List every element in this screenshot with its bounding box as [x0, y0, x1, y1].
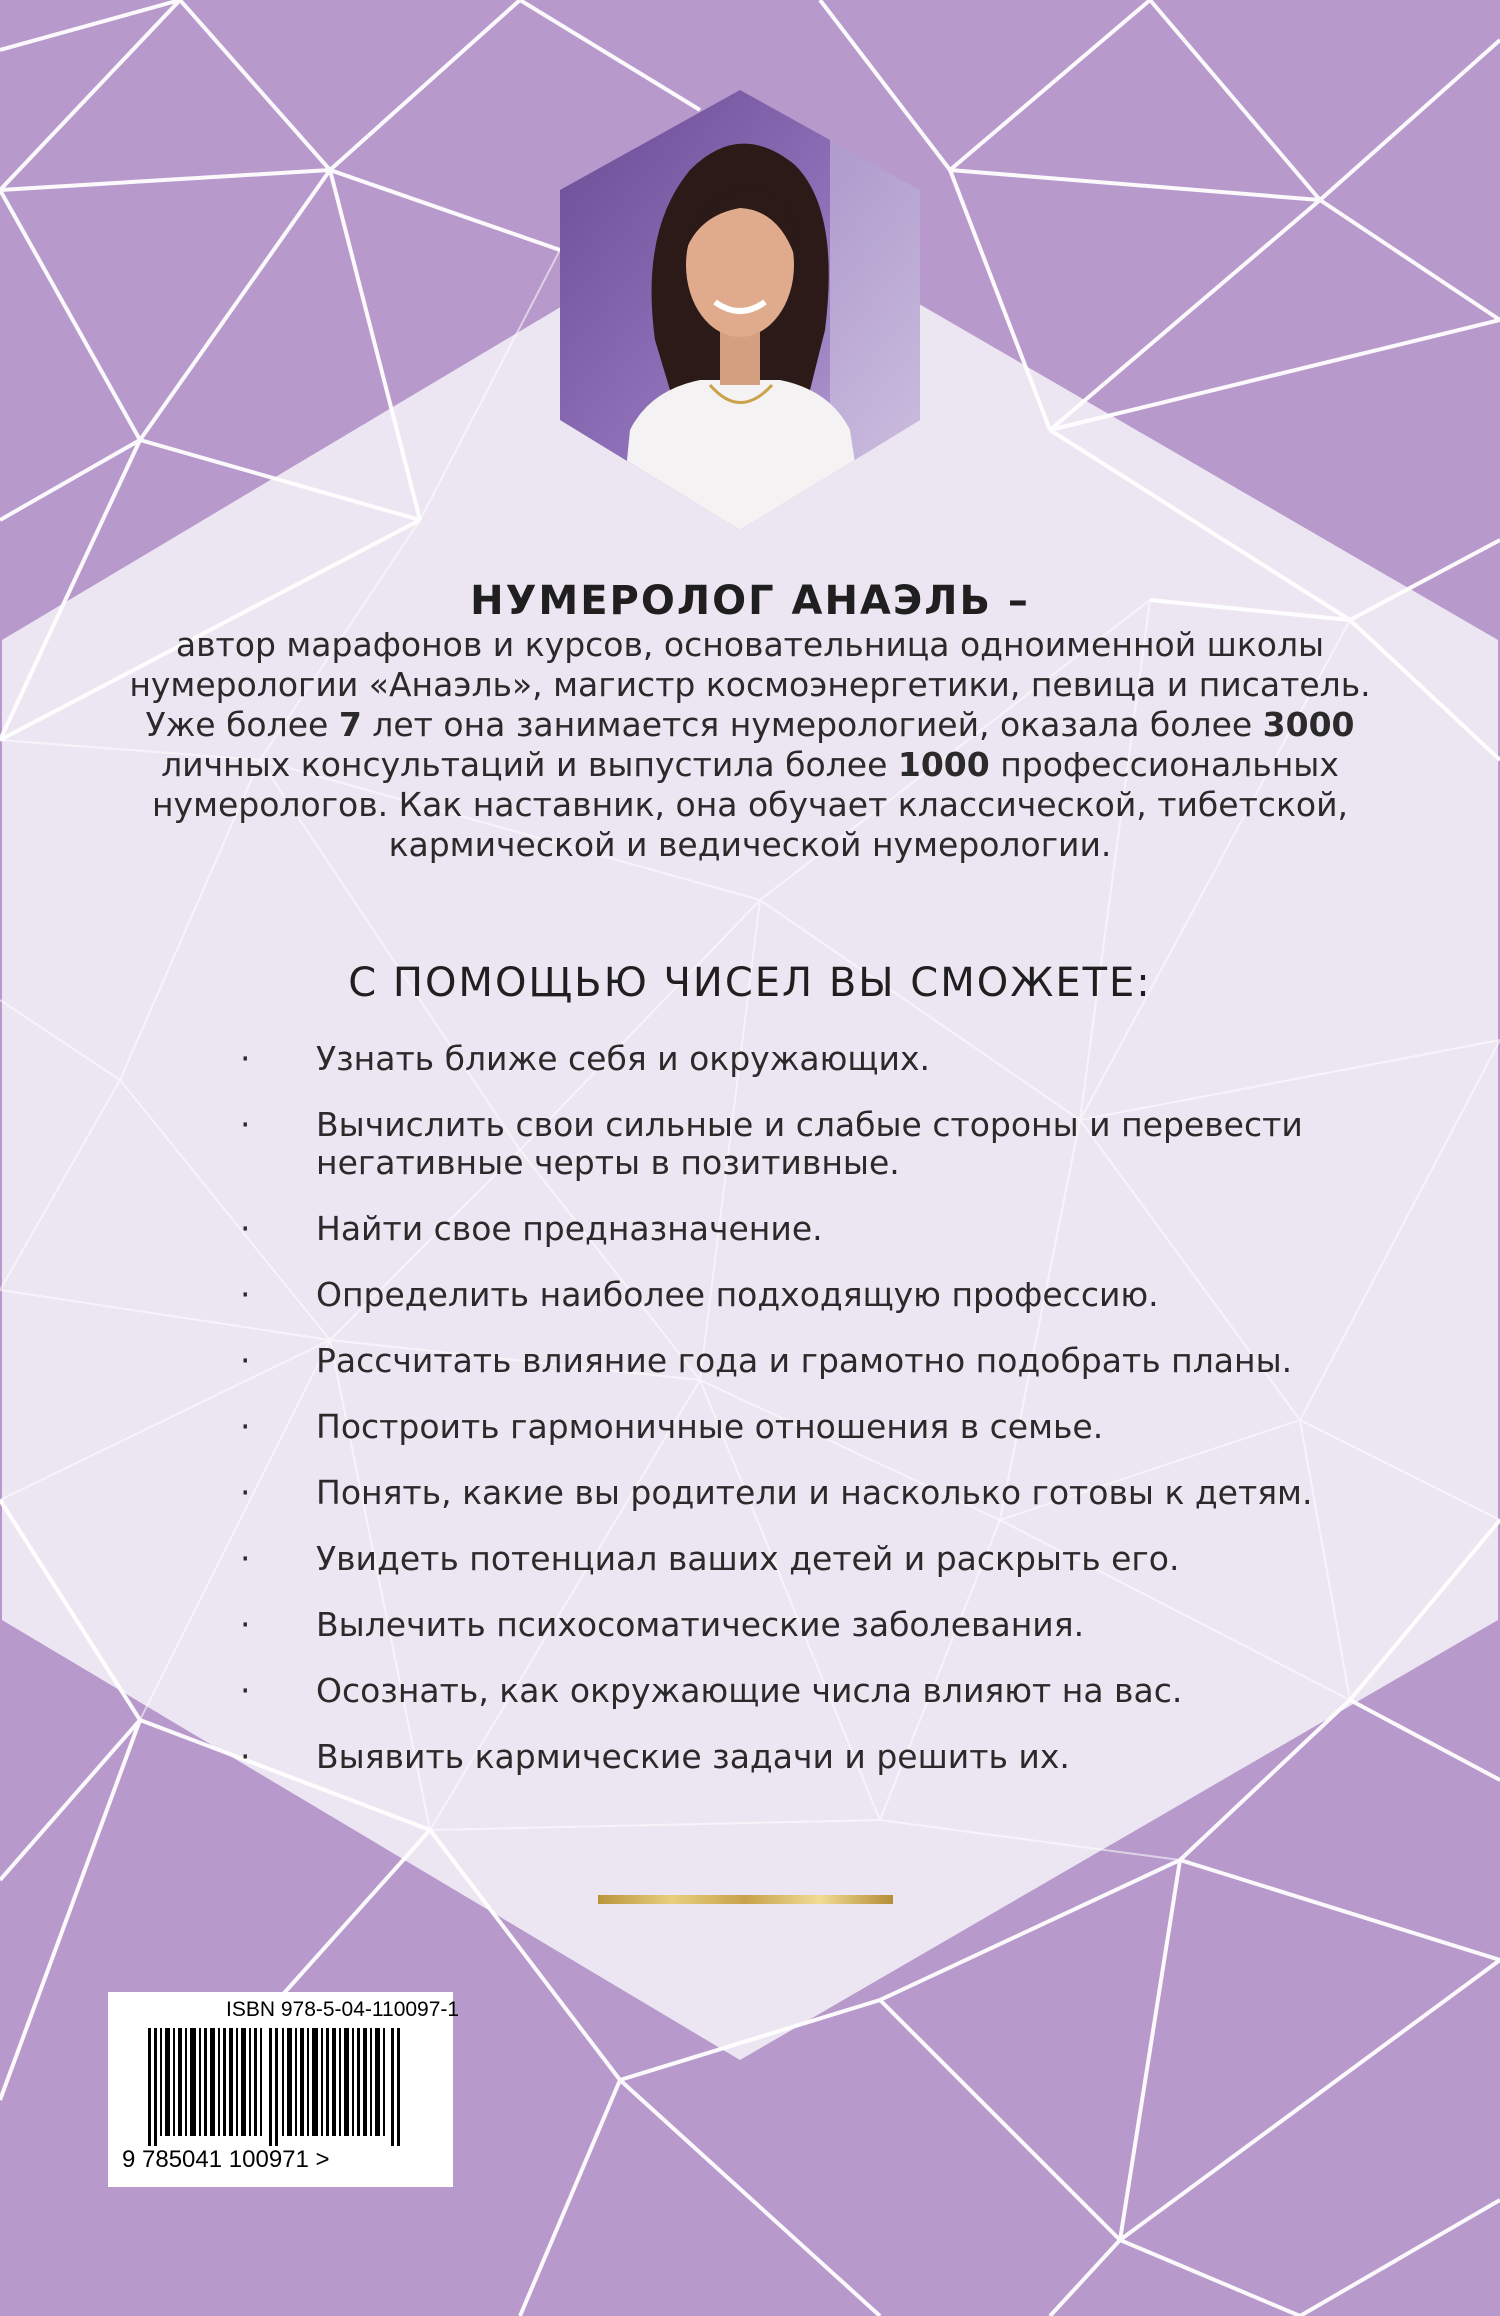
list-item-text: Осознать, как окружающие числа влияют на вас. [316, 1671, 1183, 1710]
list-item [240, 1276, 1420, 1314]
bullet-icon: · [240, 1737, 251, 1776]
bullet-icon: · [240, 1105, 251, 1144]
list-item [240, 1408, 1420, 1446]
bullet-icon: · [240, 1473, 251, 1512]
bio-text: автор марафонов и курсов, основательница одноименной школы нумерологии «Анаэль», магистр космоэнергетики, певица и писатель. Уже более [129, 625, 1371, 744]
author-title: НУМЕРОЛОГ АНАЭЛЬ – [470, 578, 1030, 624]
isbn-label: ISBN 978-5-04-110097-1 [226, 1998, 460, 2021]
list-item-text: Узнать ближе себя и окружающих. [316, 1039, 930, 1078]
bio-text: лет она занимается нумерологией, оказала более [361, 705, 1263, 744]
bio-text: профессиональных нумерологов. Как наставник, она обучает классической, тибетской, кармической и ведической нумерологии. [151, 745, 1349, 864]
list-item-text: Определить наиболее подходящую профессию. [316, 1275, 1159, 1314]
list-item-text: Построить гармоничные отношения в семье. [316, 1407, 1104, 1446]
list-item [240, 1474, 1420, 1512]
list-item-text: Увидеть потенциал ваших детей и раскрыть его. [316, 1539, 1180, 1578]
bullet-icon: · [240, 1407, 251, 1446]
bio-graduates: 1000 [897, 745, 990, 784]
list-item-text: Рассчитать влияние года и грамотно подобрать планы. [316, 1341, 1293, 1380]
author-bio [120, 625, 1380, 865]
barcode-box [108, 1992, 460, 2187]
list-item-text: Найти свое предназначение. [316, 1209, 823, 1248]
bullet-icon: · [240, 1341, 251, 1380]
list-item-text: Вычислить свои сильные и слабые стороны и перевести негативные черты в позитивные. [316, 1105, 1303, 1182]
barcode-icon [148, 2028, 408, 2146]
gold-divider [598, 1895, 893, 1904]
list-item [240, 1738, 1420, 1776]
list-item [240, 1606, 1420, 1644]
list-item-text: Понять, какие вы родители и насколько готовы к детям. [316, 1473, 1313, 1512]
list-item [240, 1106, 1420, 1182]
bullet-icon: · [240, 1275, 251, 1314]
bio-consultations: 3000 [1262, 705, 1355, 744]
bullet-icon: · [240, 1209, 251, 1248]
list-item [240, 1672, 1420, 1710]
benefits-heading: С ПОМОЩЬЮ ЧИСЕЛ ВЫ СМОЖЕТЕ: [348, 960, 1152, 1006]
bullet-icon: · [240, 1671, 251, 1710]
list-item-text: Выявить кармические задачи и решить их. [316, 1737, 1070, 1776]
list-item [240, 1540, 1420, 1578]
barcode-number: 9 785041 100971 > [122, 2146, 330, 2173]
list-item-text: Вылечить психосоматические заболевания. [316, 1605, 1085, 1644]
bullet-icon: · [240, 1605, 251, 1644]
bullet-icon: · [240, 1039, 251, 1078]
bullet-icon: · [240, 1539, 251, 1578]
list-item [240, 1210, 1420, 1248]
author-photo [560, 90, 920, 530]
bio-text: личных консультаций и выпустила более [161, 745, 898, 784]
benefits-list [240, 1040, 1420, 1804]
bio-years: 7 [338, 705, 362, 744]
list-item [240, 1040, 1420, 1078]
list-item [240, 1342, 1420, 1380]
